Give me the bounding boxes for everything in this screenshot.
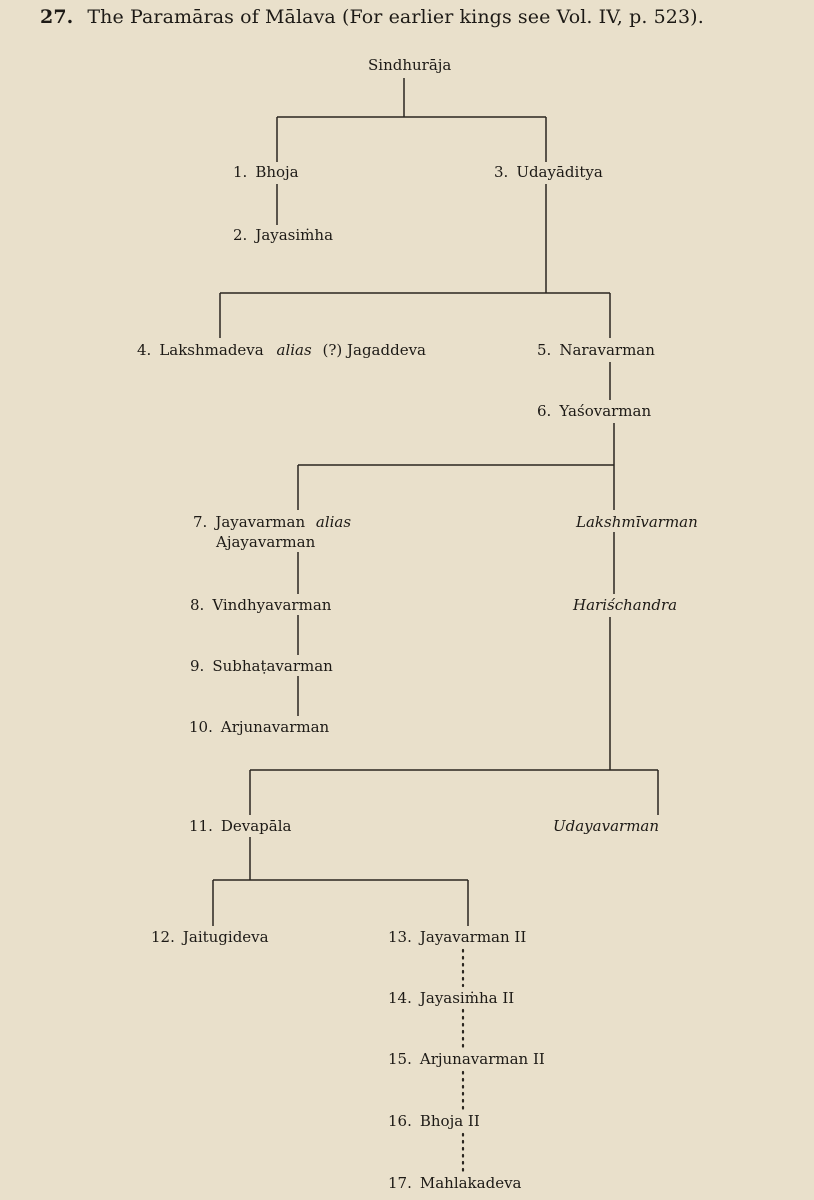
node-name: Devapāla bbox=[220, 817, 292, 835]
node-devapala bbox=[189, 817, 291, 836]
node-udayavarman bbox=[553, 817, 659, 836]
node-name: Arjunavarman II bbox=[419, 1050, 545, 1068]
node-number: 10. bbox=[189, 718, 213, 736]
node-number: 17. bbox=[388, 1174, 412, 1192]
node-naravarman bbox=[537, 341, 655, 360]
alias-word: alias bbox=[315, 513, 352, 531]
node-sindhuraja bbox=[368, 56, 451, 75]
node-number: 6. bbox=[537, 402, 552, 420]
node-number: 11. bbox=[189, 817, 213, 835]
node-lakshmivarman bbox=[576, 513, 698, 532]
node-number: 13. bbox=[388, 928, 412, 946]
node-jayavarman-ii bbox=[388, 928, 526, 947]
title-text: The Paramāras of Mālava (For earlier kings see Vol. IV, p. 523). bbox=[87, 6, 704, 28]
node-name: Bhoja bbox=[255, 163, 299, 181]
node-mahlakadeva bbox=[388, 1174, 522, 1193]
node-number: 16. bbox=[388, 1112, 412, 1130]
node-bhoja bbox=[233, 163, 299, 182]
node-name: Lakshmadeva bbox=[159, 341, 264, 359]
node-name: Jayasiṁha bbox=[255, 226, 334, 244]
node-name: Jaitugideva bbox=[182, 928, 269, 946]
node-number: 5. bbox=[537, 341, 552, 359]
node-name: Udayāditya bbox=[516, 163, 603, 181]
node-arjunavarman-ii bbox=[388, 1050, 545, 1069]
table-number: 27. bbox=[40, 6, 74, 28]
node-name: Jayasiṁha II bbox=[419, 989, 515, 1007]
alias-name: (?) Jagaddeva bbox=[322, 341, 426, 359]
node-jayavarman-alias bbox=[216, 533, 315, 552]
node-number: 3. bbox=[494, 163, 509, 181]
node-number: 7. bbox=[193, 513, 208, 531]
alias-word: alias bbox=[276, 341, 312, 359]
node-number: 14. bbox=[388, 989, 412, 1007]
alias-name: Ajayavarman bbox=[216, 533, 316, 551]
node-subhatavarman bbox=[190, 657, 333, 676]
node-name: Sindhurāja bbox=[368, 56, 452, 74]
node-number: 12. bbox=[151, 928, 175, 946]
node-name: Subhaṭavarman bbox=[212, 657, 333, 675]
node-name: Mahlakadeva bbox=[419, 1174, 522, 1192]
node-lakshmadeva bbox=[137, 341, 426, 360]
node-jayasimha-ii bbox=[388, 989, 514, 1008]
node-name: Bhoja II bbox=[419, 1112, 480, 1130]
node-jaitugideva bbox=[151, 928, 269, 947]
node-name: Lakshmīvarman bbox=[576, 513, 698, 531]
node-name: Vindhyavarman bbox=[212, 596, 332, 614]
node-jayasimha bbox=[233, 226, 333, 245]
node-arjunavarman bbox=[189, 718, 329, 737]
node-name: Jayavarman II bbox=[419, 928, 527, 946]
node-number: 9. bbox=[190, 657, 205, 675]
node-number: 2. bbox=[233, 226, 248, 244]
node-name: Udayavarman bbox=[553, 817, 660, 835]
node-name: Jayavarman bbox=[215, 513, 306, 531]
node-bhoja-ii bbox=[388, 1112, 480, 1131]
node-harischandra bbox=[573, 596, 677, 615]
node-name: Yaśovarman bbox=[559, 402, 652, 420]
node-number: 4. bbox=[137, 341, 152, 359]
node-jayavarman bbox=[193, 513, 351, 532]
node-name: Hariśchandra bbox=[573, 596, 678, 614]
node-number: 8. bbox=[190, 596, 205, 614]
node-name: Arjunavarman bbox=[220, 718, 330, 736]
node-yasovarman bbox=[537, 402, 651, 421]
node-number: 1. bbox=[233, 163, 248, 181]
node-number: 15. bbox=[388, 1050, 412, 1068]
node-name: Naravarman bbox=[559, 341, 655, 359]
node-vindhyavarman bbox=[190, 596, 331, 615]
node-udayaditya bbox=[494, 163, 603, 182]
